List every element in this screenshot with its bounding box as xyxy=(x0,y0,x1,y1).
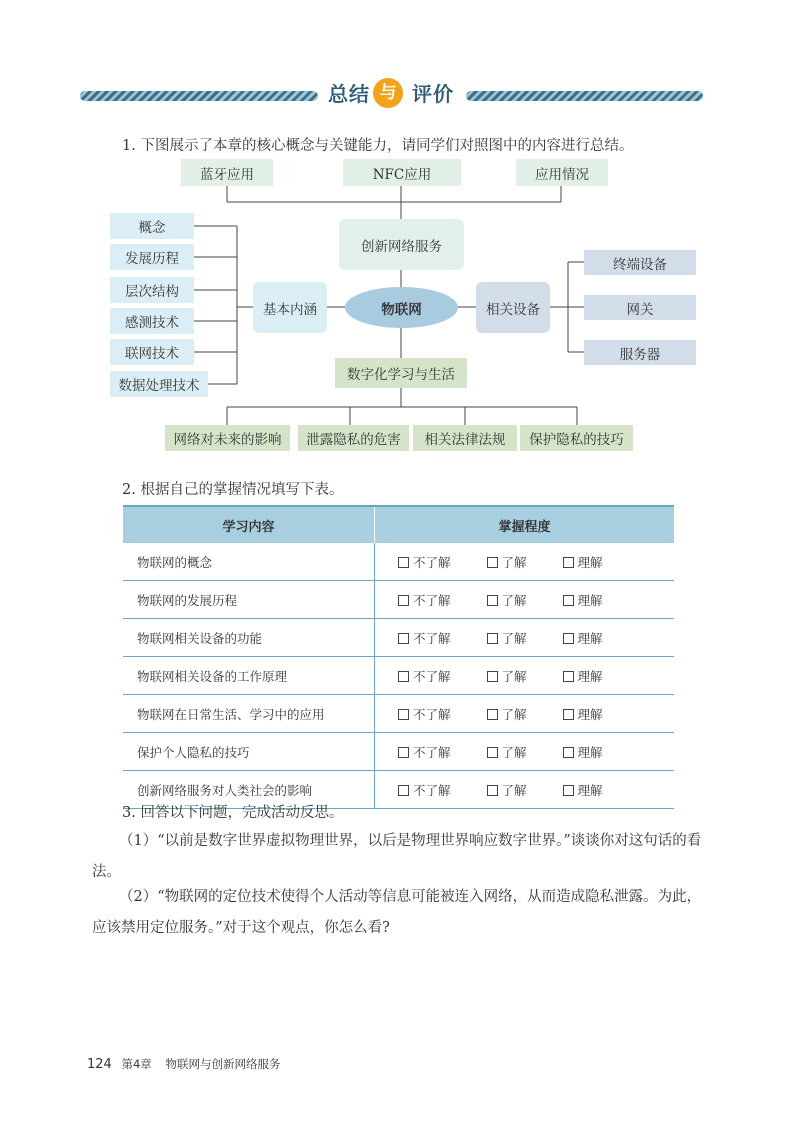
table-row xyxy=(123,657,674,695)
question-3: 3. 回答以下问题，完成活动反思。 xyxy=(122,805,344,821)
mastery-option[interactable] xyxy=(487,743,527,761)
chapter-label: 第4章 xyxy=(121,1057,152,1071)
option-label: 了解 xyxy=(501,630,527,646)
mastery-option[interactable] xyxy=(563,743,603,761)
checkbox-icon[interactable] xyxy=(563,557,574,568)
checkbox-icon[interactable] xyxy=(563,595,574,606)
table-row xyxy=(123,619,674,657)
row-topic: 物联网的发展历程 xyxy=(123,581,375,619)
node-digital-learning: 数字化学习与生活 xyxy=(335,358,467,388)
option-label: 了解 xyxy=(501,782,527,798)
checkbox-icon[interactable] xyxy=(563,633,574,644)
row-options xyxy=(375,619,675,657)
option-label: 理解 xyxy=(577,630,603,646)
option-label: 了解 xyxy=(501,592,527,608)
option-label: 了解 xyxy=(501,706,527,722)
mastery-option[interactable] xyxy=(398,743,451,761)
row-topic: 物联网的概念 xyxy=(123,543,375,581)
row-topic: 物联网相关设备的工作原理 xyxy=(123,657,375,695)
header-mastery: 掌握程度 xyxy=(375,506,675,543)
node-basic-connotation: 基本内涵 xyxy=(253,282,327,333)
option-label: 理解 xyxy=(577,782,603,798)
mastery-option[interactable] xyxy=(563,591,603,609)
mastery-option[interactable] xyxy=(487,553,527,571)
node-laws: 相关法律法规 xyxy=(413,425,517,451)
row-options xyxy=(375,657,675,695)
mastery-option[interactable] xyxy=(398,781,451,799)
mastery-option[interactable] xyxy=(563,629,603,647)
option-label: 理解 xyxy=(577,592,603,608)
node-privacy-harm: 泄露隐私的危害 xyxy=(298,425,409,451)
node-server: 服务器 xyxy=(584,340,696,365)
checkbox-icon[interactable] xyxy=(487,671,498,682)
mastery-option[interactable] xyxy=(398,667,451,685)
checkbox-icon[interactable] xyxy=(563,785,574,796)
question-1: 1. 下图展示了本章的核心概念与关键能力，请同学们对照图中的内容进行总结。 xyxy=(122,138,634,154)
node-innovation-service: 创新网络服务 xyxy=(339,219,464,270)
mastery-option[interactable] xyxy=(398,705,451,723)
row-options xyxy=(375,543,675,581)
option-label: 了解 xyxy=(501,744,527,760)
option-label: 了解 xyxy=(501,554,527,570)
checkbox-icon[interactable] xyxy=(398,671,409,682)
mastery-option[interactable] xyxy=(398,591,451,609)
node-nfc: NFC应用 xyxy=(343,159,461,186)
mastery-option[interactable] xyxy=(398,629,451,647)
node-terminal: 终端设备 xyxy=(584,250,696,275)
checkbox-icon[interactable] xyxy=(398,633,409,644)
row-topic: 保护个人隐私的技巧 xyxy=(123,733,375,771)
mastery-option[interactable] xyxy=(563,705,603,723)
option-label: 不了解 xyxy=(413,554,451,570)
table-row xyxy=(123,695,674,733)
option-label: 不了解 xyxy=(413,630,451,646)
row-options xyxy=(375,771,675,809)
table-row xyxy=(123,543,674,581)
table-row xyxy=(123,581,674,619)
checkbox-icon[interactable] xyxy=(487,595,498,606)
checkbox-icon[interactable] xyxy=(487,747,498,758)
checkbox-icon[interactable] xyxy=(487,785,498,796)
row-topic: 物联网在日常生活、学习中的应用 xyxy=(123,695,375,733)
checkbox-icon[interactable] xyxy=(398,557,409,568)
table-row xyxy=(123,733,674,771)
mastery-option[interactable] xyxy=(398,553,451,571)
node-future-impact: 网络对未来的影响 xyxy=(165,425,290,451)
mastery-option[interactable] xyxy=(487,705,527,723)
node-related-devices: 相关设备 xyxy=(476,282,550,333)
checkbox-icon[interactable] xyxy=(487,709,498,720)
question-2: 2. 根据自己的掌握情况填写下表。 xyxy=(122,482,344,498)
mastery-table xyxy=(123,505,674,809)
node-iot-hub: 物联网 xyxy=(345,287,458,328)
header-title-left: 总结 xyxy=(328,82,370,106)
chapter-title: 物联网与创新网络服务 xyxy=(165,1057,281,1071)
mastery-option[interactable] xyxy=(487,667,527,685)
option-label: 不了解 xyxy=(413,668,451,684)
mastery-option[interactable] xyxy=(487,591,527,609)
question-3-part-1: （1）“以前是数字世界虚拟物理世界，以后是物理世界响应数字世界。”谈谈你对这句话的看法。 xyxy=(92,833,702,880)
mastery-option[interactable] xyxy=(563,667,603,685)
option-label: 不了解 xyxy=(413,592,451,608)
summary-icon: 与 xyxy=(373,78,403,108)
mastery-option[interactable] xyxy=(563,781,603,799)
option-label: 了解 xyxy=(501,668,527,684)
option-label: 理解 xyxy=(577,744,603,760)
mastery-option[interactable] xyxy=(487,629,527,647)
header-title-right: 评价 xyxy=(412,82,454,106)
option-label: 不了解 xyxy=(413,706,451,722)
option-label: 不了解 xyxy=(413,782,451,798)
node-gateway: 网关 xyxy=(584,295,696,320)
table-header-row xyxy=(123,506,674,543)
checkbox-icon[interactable] xyxy=(563,671,574,682)
page-footer xyxy=(87,1056,280,1072)
node-data-processing: 数据处理技术 xyxy=(110,371,208,397)
checkbox-icon[interactable] xyxy=(487,633,498,644)
node-concept: 概念 xyxy=(110,213,194,239)
checkbox-icon[interactable] xyxy=(487,557,498,568)
checkbox-icon[interactable] xyxy=(398,747,409,758)
node-layers: 层次结构 xyxy=(110,277,194,303)
node-networking: 联网技术 xyxy=(110,339,194,365)
mastery-option[interactable] xyxy=(563,553,603,571)
row-options xyxy=(375,581,675,619)
node-privacy-skills: 保护隐私的技巧 xyxy=(520,425,633,451)
row-options xyxy=(375,733,675,771)
checkbox-icon[interactable] xyxy=(563,747,574,758)
option-label: 理解 xyxy=(577,668,603,684)
checkbox-icon[interactable] xyxy=(398,595,409,606)
row-topic: 创新网络服务对人类社会的影响 xyxy=(123,771,375,809)
row-options xyxy=(375,695,675,733)
question-3-part-2: （2）“物联网的定位技术使得个人活动等信息可能被连入网络，从而造成隐私泄露。为此，应该禁用定位服务。”对于这个观点，你怎么看? xyxy=(92,889,702,936)
page-number: 124 xyxy=(87,1057,112,1072)
option-label: 理解 xyxy=(577,554,603,570)
node-history: 发展历程 xyxy=(110,244,194,270)
checkbox-icon[interactable] xyxy=(398,785,409,796)
checkbox-icon[interactable] xyxy=(563,709,574,720)
checkbox-icon[interactable] xyxy=(398,709,409,720)
row-topic: 物联网相关设备的功能 xyxy=(123,619,375,657)
option-label: 理解 xyxy=(577,706,603,722)
mastery-option[interactable] xyxy=(487,781,527,799)
node-sensing: 感测技术 xyxy=(110,308,194,334)
node-applications: 应用情况 xyxy=(516,159,608,186)
option-label: 不了解 xyxy=(413,744,451,760)
header-content: 学习内容 xyxy=(123,506,375,543)
node-bluetooth: 蓝牙应用 xyxy=(181,159,273,186)
